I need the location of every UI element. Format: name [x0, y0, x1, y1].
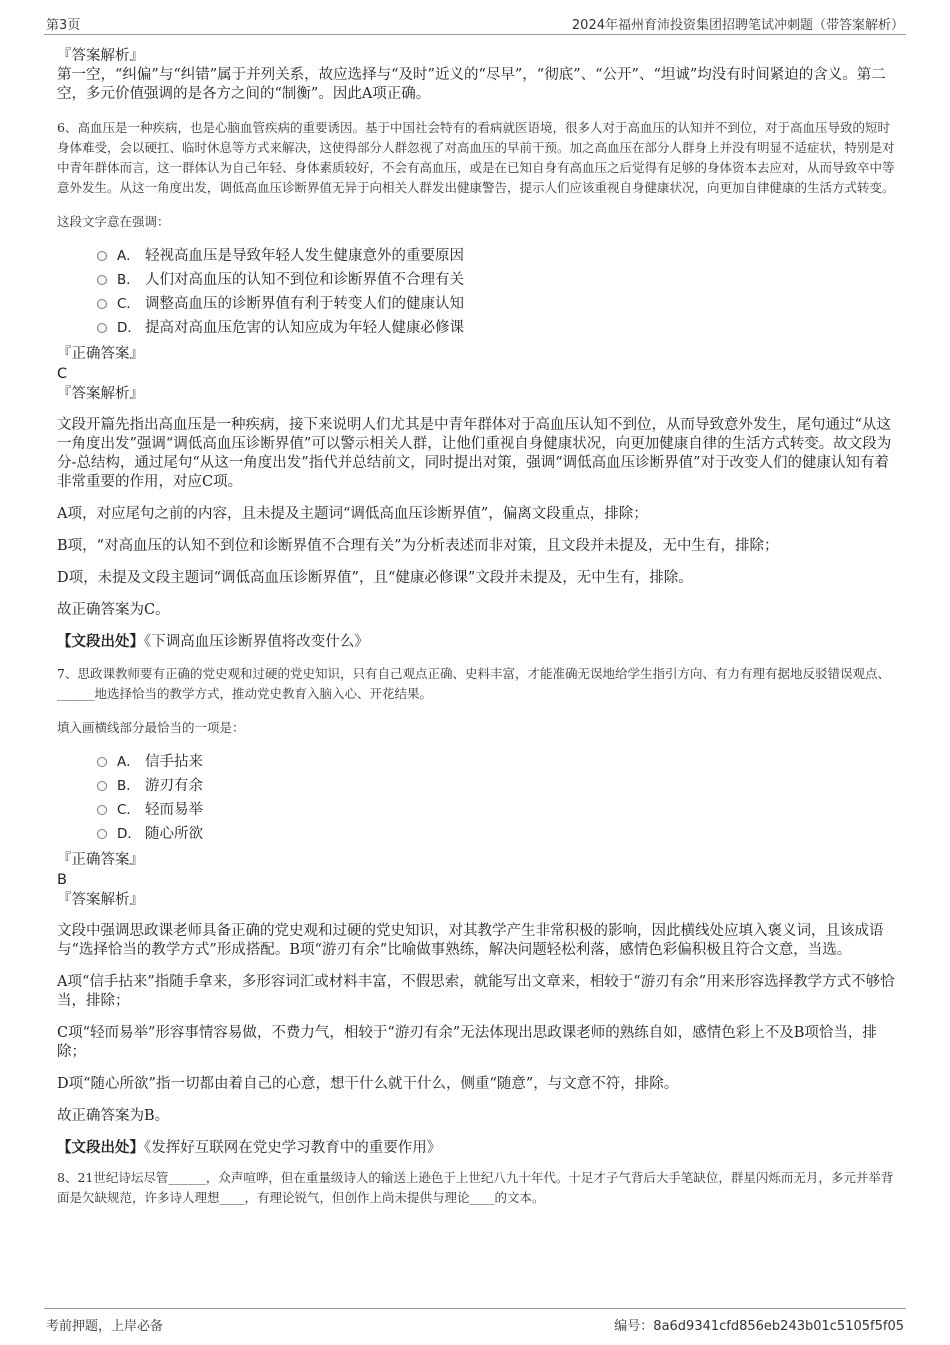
radio-icon[interactable]	[97, 805, 107, 815]
q6-correct-answer: C	[57, 366, 68, 382]
q7-source: 【文段出处】《发挥好互联网在党史学习教育中的重要作用》	[57, 1139, 442, 1156]
q6-options	[57, 244, 899, 340]
q6-option-b[interactable]: B． 人们对高血压的认知不到位和诊断界值不合理有关	[97, 268, 899, 292]
page-footer	[44, 1308, 906, 1335]
radio-icon[interactable]	[97, 299, 107, 309]
q6-analysis-para: 文段开篇先指出高血压是一种疾病，接下来说明人们尤其是中青年群体对于高血压认知不到位，从而导致意外发生，尾句通过“从这一角度出发”强调“调低高血压诊断界值”可以警示相关人群，让他们重视自身健康状况，向更加健康自律的生活方式转变。故文段为分-总结构，通过尾句“从这一角度出发”指代并总结前文，同时提出对策，强调“调低高血压诊断界值”对于改变人们的健康认知有着非常重要的作用，对应C项。	[57, 417, 892, 490]
q6-source: 【文段出处】《下调高血压诊断界值将改变什么》	[57, 633, 369, 650]
q6-option-c[interactable]: C． 调整高血压的诊断界值有利于转变人们的健康认知	[97, 292, 899, 316]
q6-analysis-para: 故正确答案为C。	[57, 602, 170, 618]
document-body	[57, 44, 899, 1208]
q6-analysis-label: 『答案解析』	[57, 386, 144, 402]
prev-analysis-label: 『答案解析』	[57, 48, 144, 64]
q6-question: 这段文字意在强调：	[57, 214, 170, 229]
radio-icon[interactable]	[97, 275, 107, 285]
q7-analysis-para: 故正确答案为B。	[57, 1108, 170, 1124]
q8-passage: 8、21世纪诗坛尽管______，众声喧哗，但在重量级诗人的输送上逊色于上世纪八九十年代。十足才子气背后大手笔缺位，群星闪烁而无月，多元并举背面是欠缺规范，许多诗人理想____，有理论锐气，但创作上尚未提供与理论____的文本。	[57, 1170, 894, 1205]
q7-analysis-para: C项“轻而易举”形容事情容易做，不费力气，相较于“游刃有余”无法体现出思政课老师的熟练自如，感情色彩上不及B项恰当，排除；	[57, 1025, 877, 1060]
q7-option-b[interactable]: B． 游刃有余	[97, 774, 899, 798]
q6-passage: 6、高血压是一种疾病，也是心脑血管疾病的重要诱因。基于中国社会特有的看病就医语境，很多人对于高血压的认知并不到位，对于高血压导致的短时身体难受，会以硬扛、临时休息等方式来解决，这使得部分人群忽视了对高血压的早前干预。加之高血压在部分人群身上并没有明显不适症状，特别是对中青年群体而言，这一群体认为自己年轻、身体素质较好，不会有高血压，或是在已知自身有高血压之后觉得有足够的身体资本去应对，从而导致卒中等意外发生。从这一角度出发，调低高血压诊断界值无异于向相关人群发出健康警告，提示人们应该重视自身健康状况，向更加自律健康的生活方式转变。	[57, 120, 895, 195]
document-title: 2024年福州育沛投资集团招聘笔试冲刺题（带答案解析）	[571, 18, 904, 33]
q7-options	[57, 750, 899, 846]
q7-option-d[interactable]: D． 随心所欲	[97, 822, 899, 846]
q7-correct-label: 『正确答案』	[57, 852, 144, 868]
radio-icon[interactable]	[97, 323, 107, 333]
q6-analysis-para: B项，“对高血压的认知不到位和诊断界值不合理有关”为分析表述而非对策，且文段并未提及，无中生有，排除；	[57, 538, 779, 554]
radio-icon[interactable]	[97, 781, 107, 791]
q7-correct-answer: B	[57, 872, 67, 888]
prev-analysis-text: 第一空，“纠偏”与“纠错”属于并列关系，故应选择与“及时”近义的“尽早”，“彻底”、“公开”、“坦诚”均没有时间紧迫的含义。第二空，多元价值强调的是各方之间的“制衡”。因此A项正确。	[57, 67, 886, 102]
q7-option-c[interactable]: C． 轻而易举	[97, 798, 899, 822]
page-number: 第3页	[46, 18, 81, 33]
footer-slogan: 考前押题，上岸必备	[46, 1319, 164, 1334]
q6-option-a[interactable]: A． 轻视高血压是导致年轻人发生健康意外的重要原因	[97, 244, 899, 268]
q6-correct-label: 『正确答案』	[57, 346, 144, 362]
page-header	[44, 12, 906, 35]
q7-analysis-para: 文段中强调思政课老师具备正确的党史观和过硬的党史知识，对其教学产生非常积极的影响，因此横线处应填入褒义词，且该成语与“选择恰当的教学方式”形成搭配。B项“游刃有余”比喻做事熟练，解决问题轻松利落，感情色彩偏积极且符合文意，当选。	[57, 923, 884, 958]
q7-passage: 7、思政课教师要有正确的党史观和过硬的党史知识，只有自己观点正确、史料丰富，才能准确无误地给学生指引方向、有力有理有据地反驳错误观点、______地选择恰当的教学方式，推动党史教育入脑入心、开花结果。	[57, 666, 890, 701]
radio-icon[interactable]	[97, 251, 107, 261]
q6-option-d[interactable]: D． 提高对高血压危害的认知应成为年轻人健康必修课	[97, 316, 899, 340]
radio-icon[interactable]	[97, 757, 107, 767]
q7-question: 填入画横线部分最恰当的一项是：	[57, 720, 245, 735]
q7-analysis-para: D项“随心所欲”指一切都由着自己的心意，想干什么就干什么，侧重“随意”，与文意不符，排除。	[57, 1076, 679, 1092]
footer-code: 编号：8a6d9341cfd856eb243b01c5105f5f05	[614, 1319, 904, 1334]
radio-icon[interactable]	[97, 829, 107, 839]
q7-analysis-label: 『答案解析』	[57, 892, 144, 908]
q7-option-a[interactable]: A． 信手拈来	[97, 750, 899, 774]
q6-analysis-para: D项，未提及文段主题词“调低高血压诊断界值”，且“健康必修课”文段并未提及，无中生有，排除。	[57, 570, 693, 586]
q6-analysis-para: A项，对应尾句之前的内容，且未提及主题词“调低高血压诊断界值”，偏离文段重点，排除；	[57, 506, 648, 522]
q7-analysis-para: A项“信手拈来”指随手拿来，多形容词汇或材料丰富，不假思索，就能写出文章来，相较于“游刃有余”用来形容选择教学方式不够恰当，排除；	[57, 974, 895, 1009]
